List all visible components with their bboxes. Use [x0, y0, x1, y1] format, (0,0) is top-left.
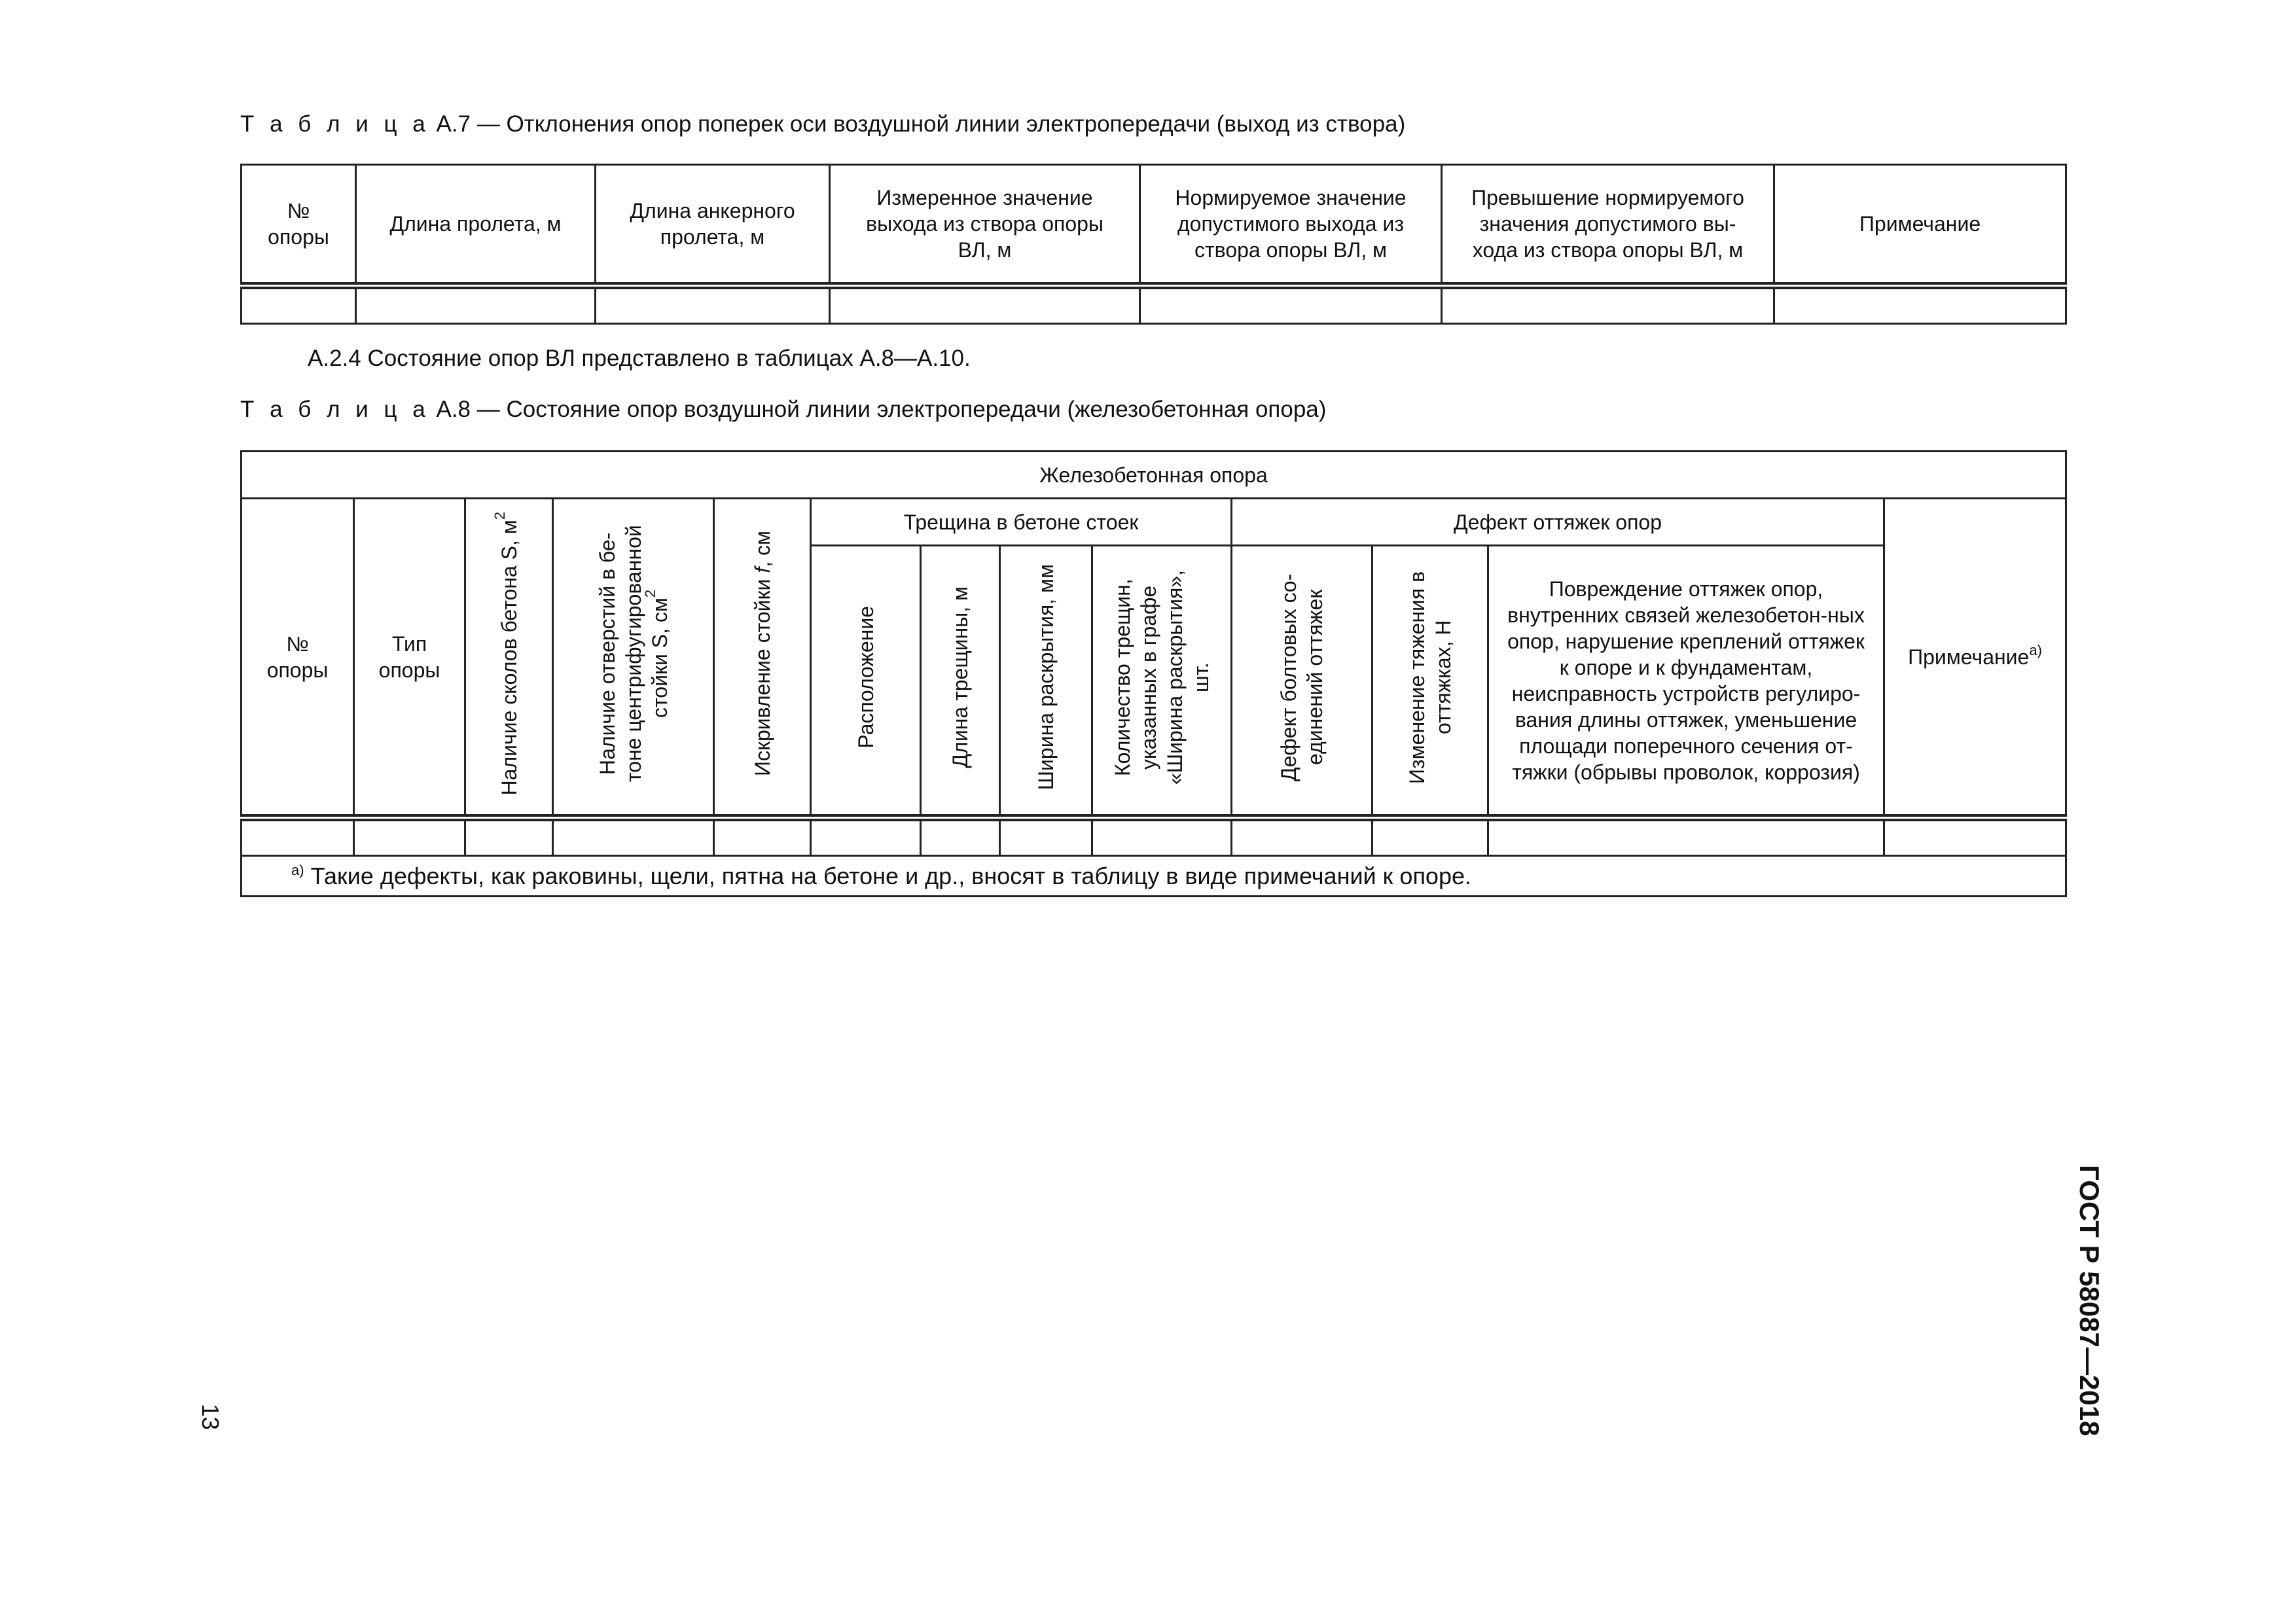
chips-sup: 2: [491, 512, 508, 520]
col-header-no: № опоры: [242, 165, 356, 286]
col-header-holes: [553, 499, 714, 818]
caption-label: Т а б л и ц а: [240, 111, 430, 137]
col-header-note: Примечание: [1774, 165, 2066, 286]
table-cell: [1442, 286, 1774, 324]
table-cell: [465, 818, 553, 856]
col-header-crack-count: [1092, 546, 1232, 818]
table-cell: [242, 818, 354, 856]
table-cell: [553, 818, 714, 856]
col-header-chips: [465, 499, 553, 818]
table-cell: [1000, 818, 1092, 856]
page-number: 13: [197, 1404, 224, 1431]
table-cell: [811, 818, 921, 856]
col-header-curvature: [714, 499, 811, 818]
table-cell: [714, 818, 811, 856]
chips-text: Наличие сколов бетона S, м: [497, 520, 521, 796]
guy-tension-label: Изменение тяжения в оттяжках, Н: [1405, 571, 1455, 784]
crack-count-label: Количество трещин, указанных в графе «Ширина раскрытия», шт.: [1111, 570, 1213, 785]
table-cell: [1232, 818, 1372, 856]
col-header-crack-length: [921, 546, 1000, 818]
table-cell: [354, 818, 465, 856]
table-cell: [921, 818, 1000, 856]
table-cell: [1092, 818, 1232, 856]
table-cell: [1774, 286, 2066, 324]
col-header-measured: Измеренное значение выхода из створа опоры ВЛ, м: [830, 165, 1140, 286]
table-a7: [240, 164, 2067, 325]
table-a7-caption: [240, 111, 1405, 137]
table-cell: [1140, 286, 1442, 324]
group-header-guy-defect: Дефект оттяжек опор: [1232, 499, 1884, 546]
holes-sup: 2: [641, 589, 658, 598]
holes-label: [594, 523, 673, 785]
col-header-crack-location: [811, 546, 921, 818]
table-cell: [1488, 818, 1884, 856]
paragraph-a24: А.2.4 Состояние опор ВЛ представлено в таблицах А.8—А.10.: [308, 346, 971, 371]
col-header-type: Тип опоры: [354, 499, 465, 818]
group-header-crack: Трещина в бетоне стоек: [811, 499, 1232, 546]
curvature-unit: , см: [750, 531, 774, 568]
col-header-excess: Превышение нормируемого значения допустимого вы-хода из створа опоры ВЛ, м: [1442, 165, 1774, 286]
chips-label: [491, 512, 522, 796]
table-cell: [1884, 818, 2066, 856]
caption-text: А.8 — Состояние опор воздушной линии электропередачи (железобетонная опора): [436, 397, 1327, 422]
col-header-anchor-span: Длина анкерного пролета, м: [596, 165, 830, 286]
footnote-mark: а): [291, 861, 304, 878]
guy-bolt-label: Дефект болтовых со-единений оттяжек: [1277, 573, 1327, 781]
col-header-crack-width: [1000, 546, 1092, 818]
crack-width-label: Ширина раскрытия, мм: [1034, 564, 1058, 791]
table-a8-caption: [240, 397, 1326, 423]
footnote-text: Такие дефекты, как раковины, щели, пятна на бетоне и др., вносят в таблицу в виде примечаний к опоре.: [310, 862, 1471, 889]
table-cell: [830, 286, 1140, 324]
caption-label: Т а б л и ц а: [240, 397, 430, 422]
crack-location-label: Расположение: [853, 606, 878, 749]
table-cell: [596, 286, 830, 324]
crack-length-label: Длина трещины, м: [948, 586, 972, 768]
table-a8: [240, 450, 2067, 897]
note-sup: а): [2029, 641, 2042, 658]
col-header-normative: Нормируемое значение допустимого выхода из створа опоры ВЛ, м: [1140, 165, 1442, 286]
col-header-guy-damage: Повреждение оттяжек опор, внутренних связей железобетон-ных опор, нарушение креплений оттяжек к опоре и к фундаментам, неисправность устройств регулиро-вания длины оттяжек, уменьшение площади поперечного сечения от-тяжки (обрывы проволок, коррозия): [1488, 546, 1884, 818]
col-header-guy-tension: [1372, 546, 1488, 818]
table-cell: [356, 286, 596, 324]
table-cell: [1372, 818, 1488, 856]
col-header-note: [1884, 499, 2066, 818]
footnote: [242, 856, 2066, 897]
curvature-label: [749, 531, 776, 776]
holes-text: Наличие отверстий в бе-тоне центрифугированной стойки S, см: [595, 525, 672, 783]
group-header-reinforced-concrete: Железобетонная опора: [242, 452, 2066, 499]
standard-id: ГОСТ Р 58087—2018: [2074, 1165, 2105, 1436]
table-cell: [242, 286, 356, 324]
curvature-text: Искривление стойки: [750, 579, 774, 777]
col-header-span-length: Длина пролета, м: [356, 165, 596, 286]
col-header-guy-bolt: [1232, 546, 1372, 818]
curvature-f: f: [750, 567, 774, 574]
note-text: Примечание: [1908, 645, 2030, 669]
col-header-no: № опоры: [242, 499, 354, 818]
caption-text: А.7 — Отклонения опор поперек оси воздушной линии электропередачи (выход из створа): [436, 111, 1406, 137]
table-row: [242, 818, 2066, 856]
table-row: [242, 286, 2066, 324]
